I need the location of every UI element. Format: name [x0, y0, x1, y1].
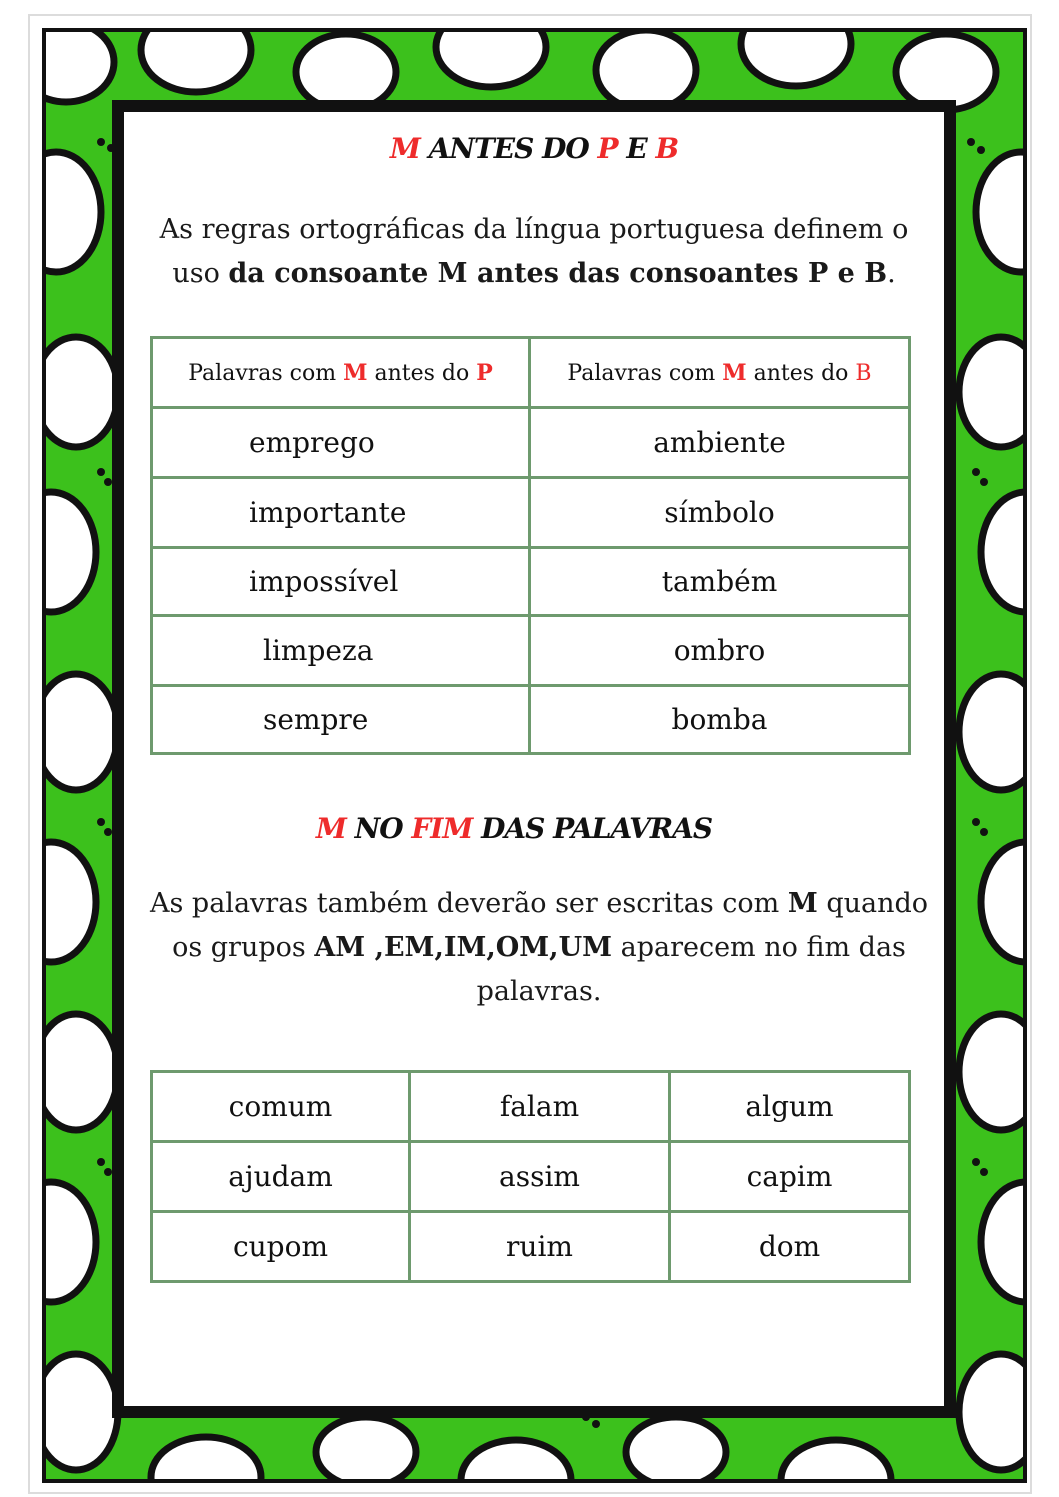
m-no-fim-table [150, 1070, 911, 1283]
word-cell: capim [670, 1142, 910, 1212]
word-cell: ajudam [152, 1142, 410, 1212]
table-row [152, 478, 910, 548]
word-cell: assim [410, 1142, 670, 1212]
word-cell: símbolo [530, 478, 910, 548]
title-text: ANTES DO [428, 132, 589, 165]
table-row [152, 1142, 910, 1212]
table-row [152, 1072, 910, 1142]
title-letter-m: M [389, 132, 420, 165]
final-m-paragraph: As palavras também deverão ser escritas com M quando os grupos AM ,EM,IM,OM,UM aparecem no fim das palavras. [149, 888, 929, 1007]
table-row [152, 1212, 910, 1282]
m-antes-p-b-table [150, 336, 911, 755]
word-cell: cupom [152, 1212, 410, 1282]
word-cell: também [530, 548, 910, 616]
word-cell: emprego [152, 408, 530, 478]
word-cell: limpeza [152, 616, 530, 686]
word-cell: comum [152, 1072, 410, 1142]
word-cell: impossível [152, 548, 530, 616]
table-row [152, 686, 910, 754]
word-cell: ombro [530, 616, 910, 686]
word-cell: dom [670, 1212, 910, 1282]
intro-paragraph: As regras ortográficas da língua portuguesa definem o uso da consoante M antes das consoantes P e B. [159, 214, 909, 289]
title-text-no: NO [354, 812, 403, 845]
word-cell: algum [670, 1072, 910, 1142]
word-cell: ambiente [530, 408, 910, 478]
section-title-m-no-fim [104, 812, 924, 845]
title-letter-b: B [655, 132, 679, 165]
table-row [152, 408, 910, 478]
table-row [152, 548, 910, 616]
word-cell: sempre [152, 686, 530, 754]
table-header-row [152, 338, 910, 408]
title-letter-p: P [597, 132, 618, 165]
title-letter-m: M [315, 812, 346, 845]
title-text-fim: FIM [411, 812, 473, 845]
title-text-das-palavras: DAS PALAVRAS [481, 812, 713, 845]
table-row [152, 616, 910, 686]
title-text-e: E [626, 132, 647, 165]
word-cell: importante [152, 478, 530, 548]
word-cell: falam [410, 1072, 670, 1142]
content-panel [112, 100, 956, 1418]
section-title-m-antes-p-b [124, 132, 944, 165]
word-cell: ruim [410, 1212, 670, 1282]
header-m-antes-b: Palavras com M antes do B [530, 338, 910, 408]
header-m-antes-p: Palavras com M antes do P [152, 338, 530, 408]
word-cell: bomba [530, 686, 910, 754]
